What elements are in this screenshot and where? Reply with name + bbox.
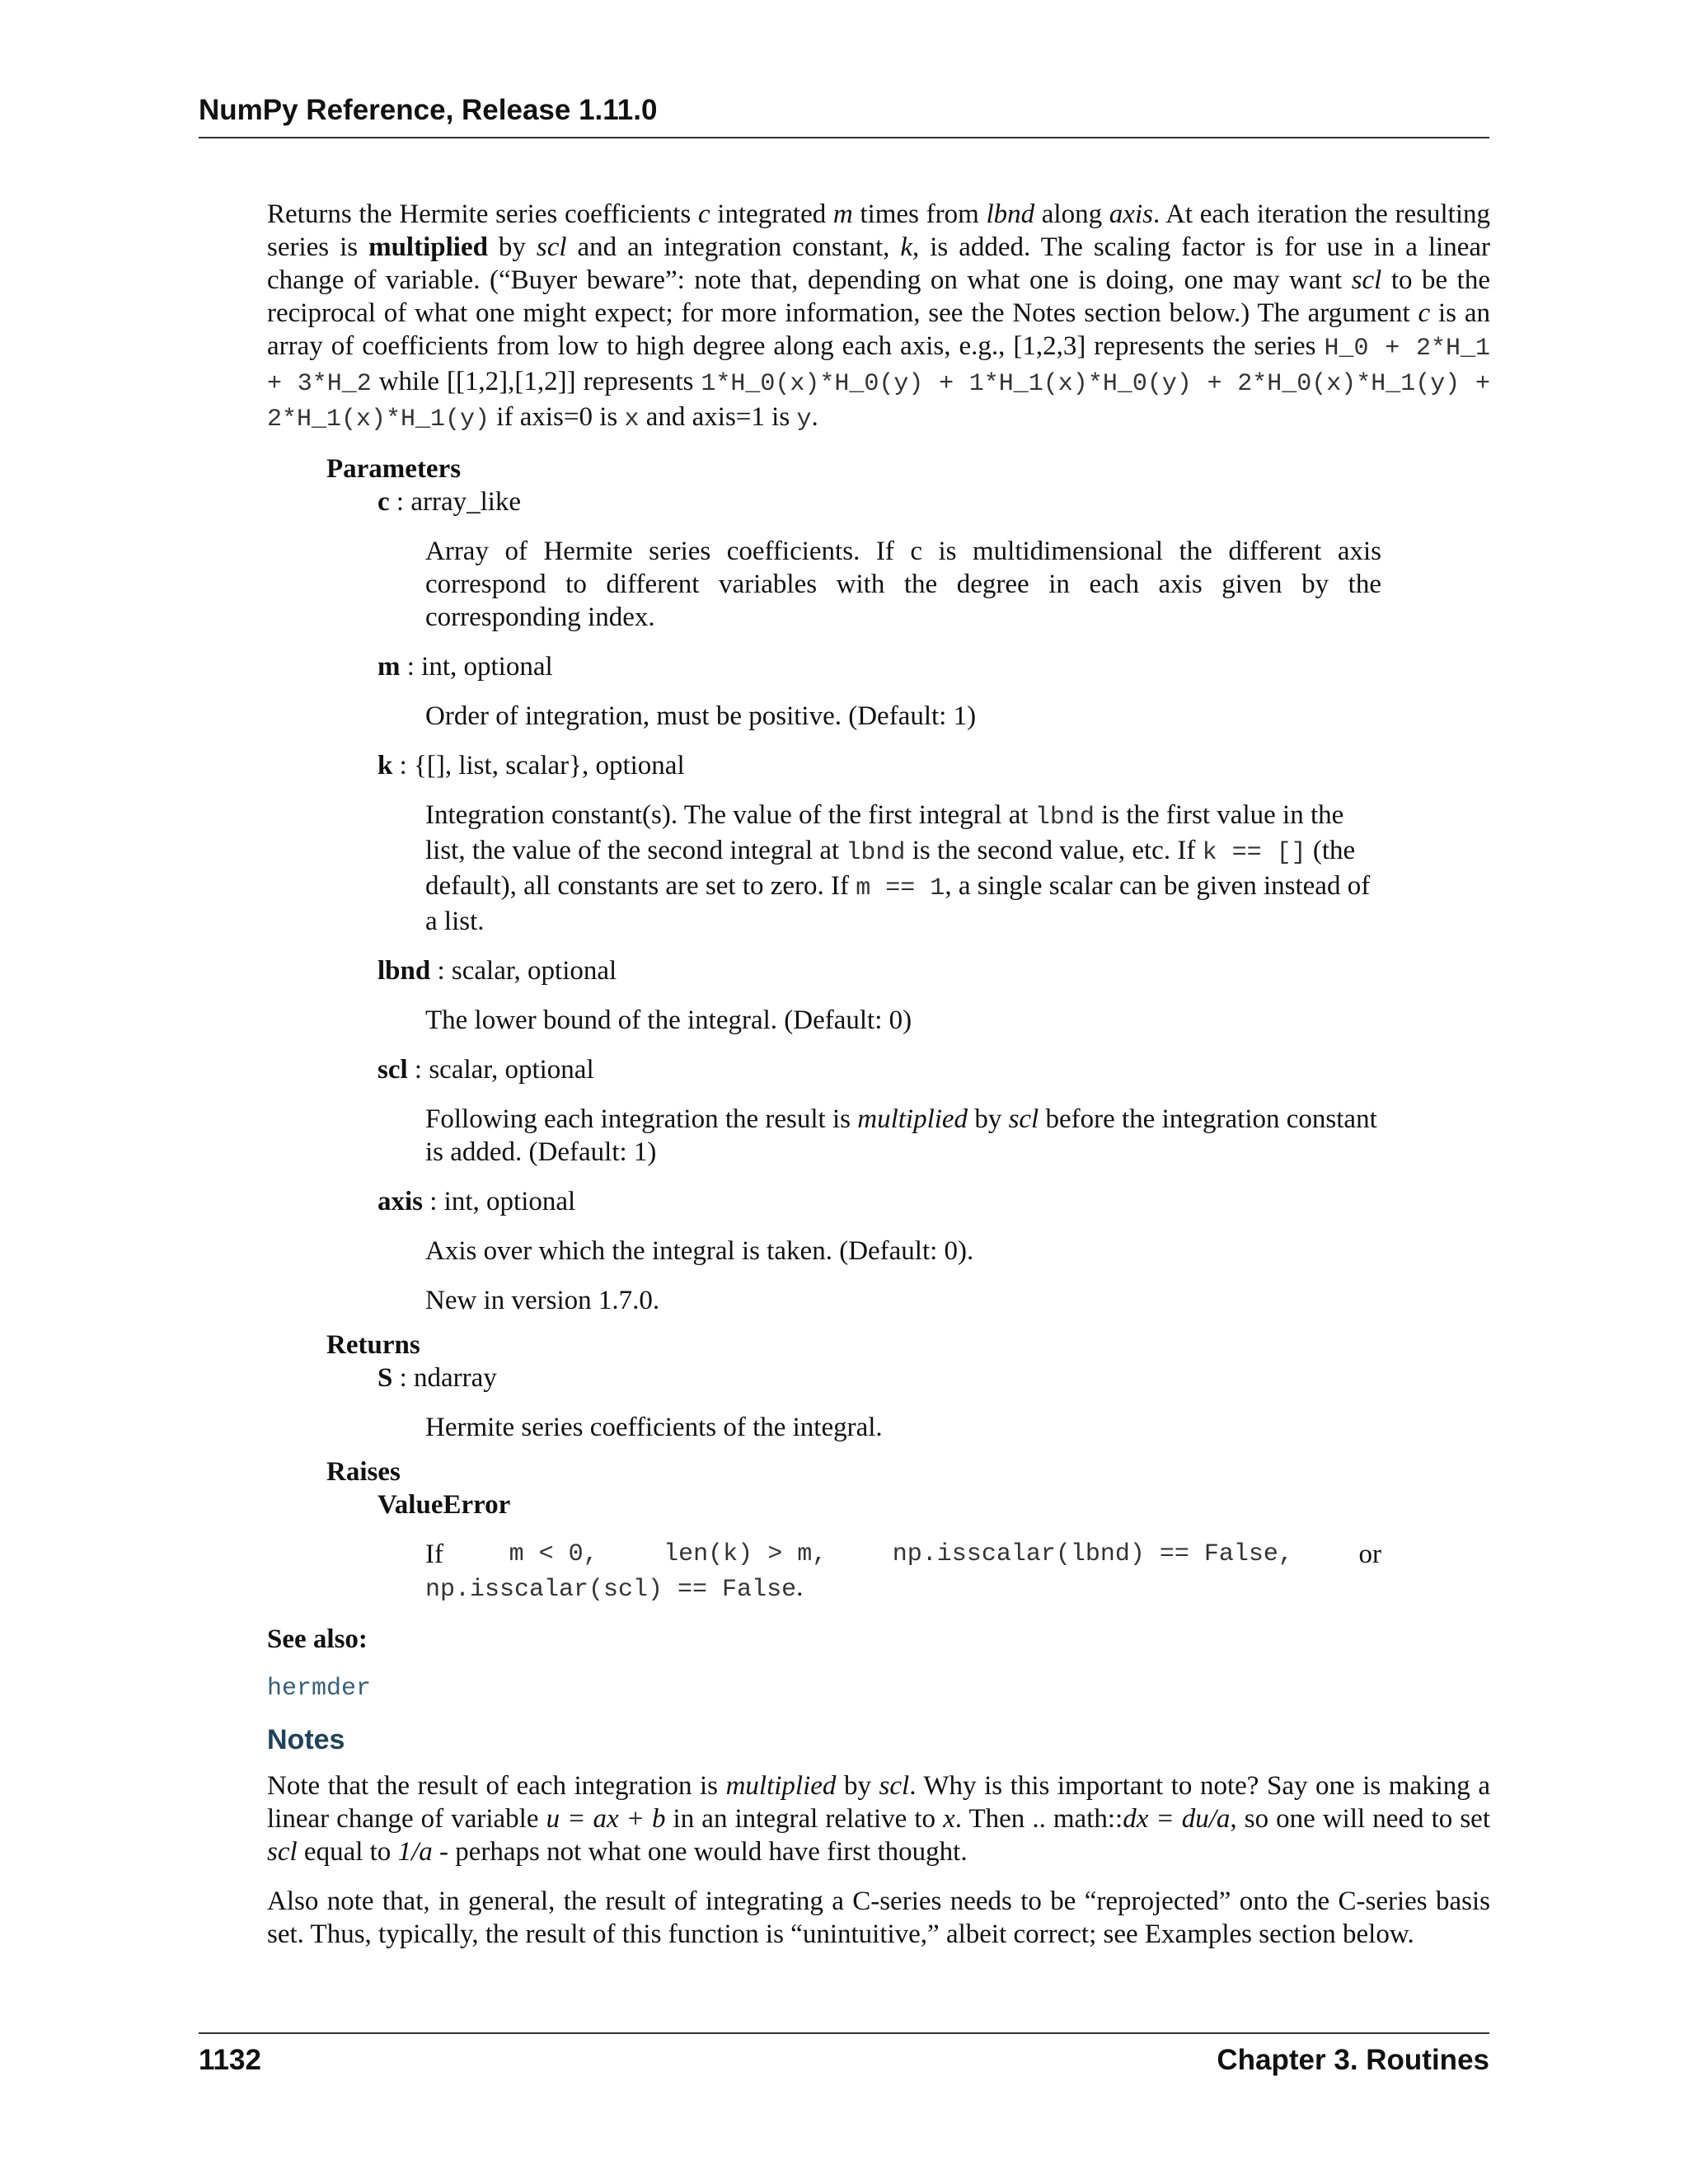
version-note: New in version 1.7.0. bbox=[425, 1286, 660, 1315]
page-number: 1132 bbox=[199, 2044, 261, 2076]
param-name: lbnd bbox=[377, 956, 431, 986]
param-description: The lower bound of the integral. (Default: 0) bbox=[425, 1005, 912, 1035]
math-expression: u = ax + b bbox=[546, 1804, 666, 1834]
param-description: Integration constant(s). The value of the first integral at lbnd is the first value in the list, the value of the second integral at lbnd is the second value, etc. If k == [] (the default), all constants are set to zero. If m == 1, a single scalar can be given instead of a list. bbox=[425, 800, 1371, 936]
notes-heading: Notes bbox=[267, 1724, 345, 1755]
param-k: k : {[], list, scalar}, optional Integration constant(s). The value of the first integral at lbnd is the first value in the list, the value of the second integral at lbnd is the second value, etc. If k == [] (the default), all constants are set to zero. If m == 1, a single scalar can be given instead of a list. bbox=[377, 749, 1490, 938]
param-name: axis bbox=[377, 1187, 424, 1216]
chapter-label: Chapter 3. Routines bbox=[1217, 2044, 1489, 2076]
page-footer bbox=[199, 2032, 1489, 2079]
running-header bbox=[199, 92, 1489, 138]
raise-condition: If m < 0, len(k) > m, np.isscalar(lbnd) == False, or bbox=[425, 1540, 1381, 1569]
param-name: c bbox=[377, 487, 390, 517]
docstring-body bbox=[267, 198, 1490, 1951]
raises-valueerror: ValueError If m < 0, len(k) > m, np.isscalar(lbnd) == False, or np.isscalar(scl) == False. bbox=[377, 1490, 1381, 1604]
parameters-title: Parameters bbox=[326, 454, 462, 484]
param-axis: axis : int, optional Axis over which the integral is taken. (Default: 0). New in version 1.7.0. bbox=[377, 1185, 1490, 1317]
code-snippet: 1*H_0(x)*H_0(y) + 1*H_1(x)*H_0(y) + 2*H_0(x)*H_1(y) + 2*H_1(x)*H_1(y) bbox=[267, 370, 1490, 434]
param-name: scl bbox=[377, 1055, 408, 1085]
param-description: Axis over which the integral is taken. (Default: 0). bbox=[425, 1236, 974, 1266]
code-snippet: H_0 + 2*H_1 + 3*H_2 bbox=[267, 335, 1490, 398]
header-title: NumPy Reference, Release 1.11.0 bbox=[199, 94, 658, 126]
param-description: Order of integration, must be positive. (Default: 1) bbox=[425, 701, 977, 731]
return-description: Hermite series coefficients of the integral. bbox=[425, 1413, 883, 1442]
parameters-section bbox=[326, 452, 1490, 1606]
returns-s: S : ndarray Hermite series coefficients of the integral. bbox=[377, 1361, 1490, 1444]
param-name: k bbox=[377, 751, 393, 780]
returns-title: Returns bbox=[326, 1330, 420, 1360]
intro-paragraph: Returns the Hermite series coefficients c integrated m times from lbnd along axis. At each iteration the resulting series is multiplied by scl and an integration constant, k, is added. The scaling factor is for use in a linear change of variable. (“Buyer beware”: note that, depending on what one is doing, one may want scl to be the reciprocal of what one might expect; for more information, see the Notes section below.) The argument c is an array of coefficients from low to high degree along each axis, e.g., [1,2,3] represents the series H_0 + 2*H_1 + 3*H_2 while [[1,2],[1,2]] represents 1*H_0(x)*H_0(y) + 1*H_1(x)*H_0(y) + 2*H_0(x)*H_1(y) + 2*H_1(x)*H_1(y) if axis=0 is x and axis=1 is y. bbox=[267, 199, 1491, 434]
see-also-title: See also: bbox=[267, 1624, 368, 1654]
param-description: Following each integration the result is multiplied by scl before the integration constant is added. (Default: 1) bbox=[425, 1104, 1377, 1167]
exception-name: ValueError bbox=[377, 1490, 511, 1520]
param-lbnd: lbnd : scalar, optional The lower bound of the integral. (Default: 0) bbox=[377, 954, 1490, 1037]
param-description: Array of Hermite series coefficients. If c is multidimensional the different axis correspond to different variables with the degree in each axis given by the corresponding index. bbox=[425, 537, 1381, 632]
see-also-link-hermder[interactable]: hermder bbox=[267, 1675, 372, 1703]
math-expression: 1/a bbox=[397, 1837, 433, 1867]
param-name: m bbox=[377, 652, 401, 682]
notes-paragraph-1: Note that the result of each integration is multiplied by scl. Why is this important to note? Say one is making a linear change of variable u = ax + b in an integral relative to x. Then .. math::dx = du/a, so one will need to set scl equal to 1/a - perhaps not what one would have first thought. bbox=[267, 1771, 1490, 1867]
return-name: S bbox=[377, 1363, 393, 1393]
notes-paragraph-2: Also note that, in general, the result of integrating a C-series needs to be “reprojected” onto the C-series basis set. Thus, typically, the result of this function is “unintuitive,” albeit correct; see Examples section below. bbox=[267, 1886, 1490, 1949]
param-c: c : array_like Array of Hermite series coefficients. If c is multidimensional the different axis correspond to different variables with the degree in each axis given by the corresponding index. bbox=[377, 487, 1381, 632]
param-scl: scl : scalar, optional Following each integration the result is multiplied by scl before the integration constant is added. (Default: 1) bbox=[377, 1053, 1490, 1169]
param-m: m : int, optional Order of integration, must be positive. (Default: 1) bbox=[377, 650, 1490, 733]
raises-title: Raises bbox=[326, 1457, 401, 1487]
